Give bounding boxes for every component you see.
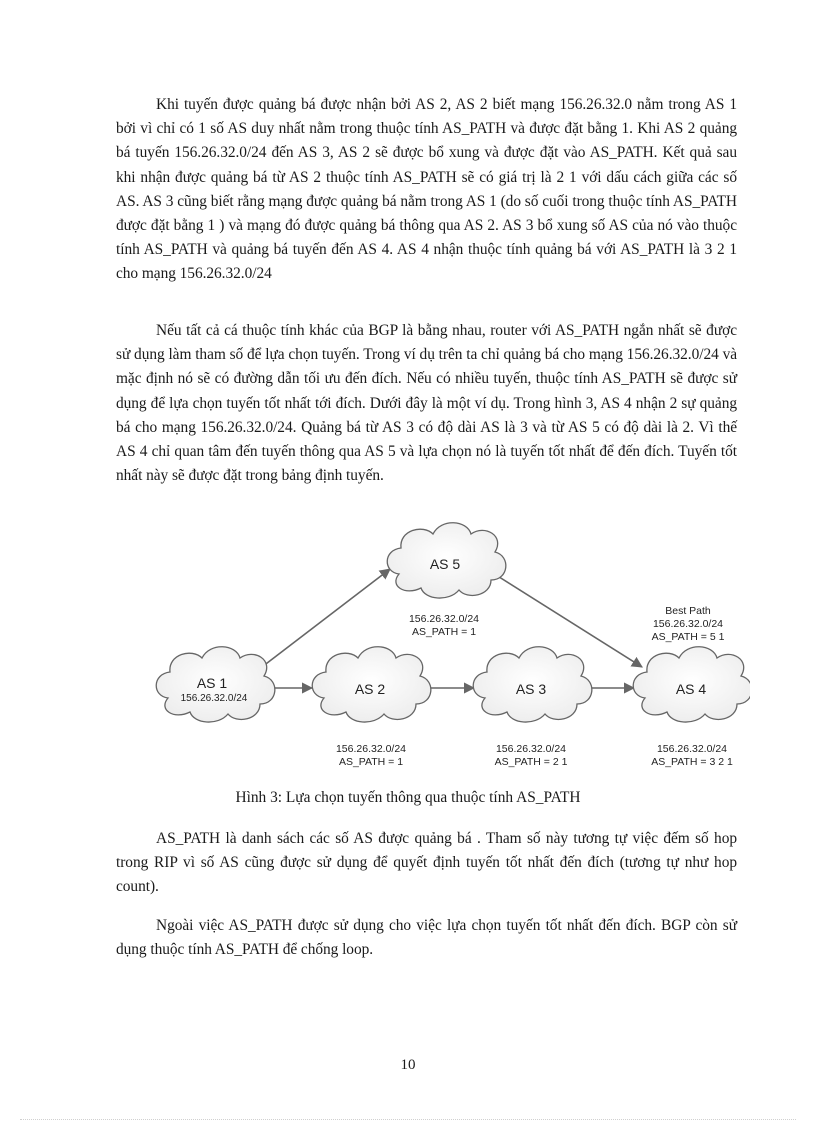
best-path-title: Best Path bbox=[665, 605, 711, 617]
best-path-aspath: AS_PATH = 5 1 bbox=[651, 631, 725, 643]
paragraph-3: AS_PATH là danh sách các số AS được quảng bá . Tham số này tương tự việc đếm số hop trong RIP vì số AS cũng được sử dụng để quyết định tuyến tốt nhất đến đích (tương tự như hop count). bbox=[116, 830, 737, 896]
best-path-network: 156.26.32.0/24 bbox=[652, 618, 724, 630]
figure-caption: Hình 3: Lựa chọn tuyến thông qua thuộc tính AS_PATH bbox=[235, 789, 581, 806]
as5-network-label: 156.26.32.0/24 bbox=[408, 613, 480, 625]
as4-aspath-label: AS_PATH = 3 2 1 bbox=[651, 756, 733, 768]
as4-network-label: 156.26.32.0/24 bbox=[656, 743, 728, 755]
as4-name: AS 4 bbox=[675, 681, 707, 697]
paragraph-1: Khi tuyến được quảng bá được nhận bởi AS 2, AS 2 biết mạng 156.26.32.0 nằm trong AS 1 bởi vì chỉ có 1 số AS duy nhất nằm trong thuộc tính AS_PATH và được đặt bằng 1. Khi AS 2 quảng bá tuyến 156.26.32.0/24 đến AS 3, AS 2 sẽ được bổ xung và được đặt vào AS_PATH. Kết quả sau khi nhận được quảng bá từ AS 2 thuộc tính AS_PATH sẽ có giá trị là 2 1 với dấu cách giữa các số AS. AS 3 cũng biết rằng mạng được quảng bá nằm trong AS 1 (do số cuối trong thuộc tính AS_PATH được đặt bằng 1 ) và mạng đó được quảng bá thông qua AS 2. AS 3 bổ xung số AS của nó vào thuộc tính AS_PATH và quảng bá tuyến đến AS 4. AS 4 nhận thuộc tính quảng bá với AS_PATH là 3 2 1 cho mạng 156.26.32.0/24 bbox=[116, 96, 737, 283]
paragraph-4: Ngoài việc AS_PATH được sử dụng cho việc lựa chọn tuyến tốt nhất đến đích. BGP còn sử dụng thuộc tính AS_PATH để chống loop. bbox=[116, 917, 737, 959]
as2-name: AS 2 bbox=[354, 681, 386, 697]
as5-name: AS 5 bbox=[429, 556, 461, 572]
paragraph-2: Nếu tất cả cá thuộc tính khác của BGP là bằng nhau, router với AS_PATH ngắn nhất sẽ được sử dụng làm tham số để lựa chọn tuyến. Trong ví dụ trên ta chỉ quảng bá cho mạng 156.26.32.0/24 và mặc định nó sẽ có đường dẫn tối ưu đến đích. Nếu có nhiều tuyến, thuộc tính AS_PATH sẽ được sử dụng để lựa chọn tuyến tốt nhất tới đích. Dưới đây là một ví dụ. Trong hình 3, AS 4 nhận 2 sự quảng bá cho mạng 156.26.32.0/24. Quảng bá từ AS 3 có độ dài AS là 3 và từ AS 5 có độ dài là 2. Vì thế AS 4 chỉ quan tâm đến tuyến thông qua AS 5 và lựa chọn nó là tuyến tốt nhất để đến đích. Tuyến tốt nhất này sẽ được đặt trong bảng định tuyến. bbox=[116, 322, 737, 485]
as2-network-label: 156.26.32.0/24 bbox=[335, 743, 407, 755]
as1-subnet: 156.26.32.0/24 bbox=[180, 693, 248, 704]
bottom-divider bbox=[20, 1119, 796, 1120]
as3-aspath-label: AS_PATH = 2 1 bbox=[494, 756, 568, 768]
as5-aspath-label: AS_PATH = 1 bbox=[411, 626, 477, 638]
as3-network-label: 156.26.32.0/24 bbox=[495, 743, 567, 755]
as-path-diagram bbox=[150, 520, 750, 775]
as3-name: AS 3 bbox=[515, 681, 547, 697]
as2-aspath-label: AS_PATH = 1 bbox=[338, 756, 404, 768]
as1-name: AS 1 bbox=[196, 675, 228, 691]
arrow-as5-to-as4 bbox=[496, 575, 642, 667]
page-number: 10 bbox=[400, 1057, 416, 1073]
